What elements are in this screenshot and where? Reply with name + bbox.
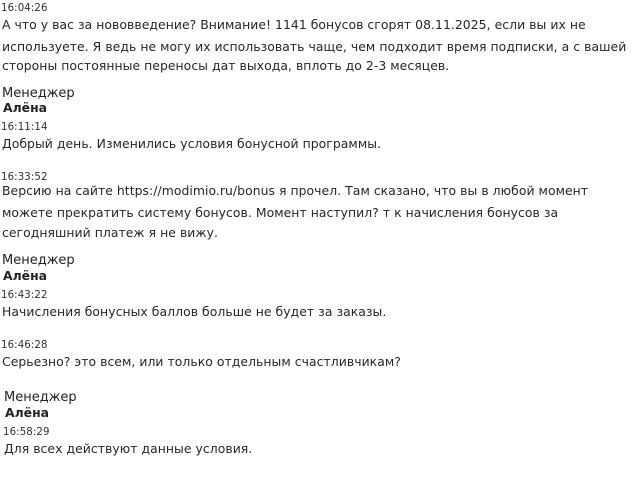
- sender-role: Менеджер: [2, 253, 75, 268]
- message-text-line: стороны постоянные переносы дат выхода, вплоть до 2-3 месяцев.: [2, 58, 450, 73]
- message-timestamp: 16:33:52: [1, 172, 48, 183]
- message-text-line: сегодняшний платеж я не вижу.: [2, 225, 218, 240]
- sender-name: Алёна: [3, 100, 47, 115]
- message-text-line: А что у вас за нововведение? Внимание! 1141 бонусов сгорят 08.11.2025, если вы их не: [2, 17, 586, 32]
- message-text-line: можете прекратить систему бонусов. Момент наступил? т к начисления бонусов за: [2, 205, 559, 220]
- message-timestamp: 16:04:26: [1, 3, 48, 14]
- message-timestamp: 16:43:22: [1, 290, 48, 301]
- message-text-line: Серьезно? это всем, или только отдельным счастливчикам?: [2, 354, 401, 369]
- message-text-line: Для всех действуют данные условия.: [4, 441, 253, 456]
- message-timestamp: 16:46:28: [1, 340, 48, 351]
- message-timestamp: 16:58:29: [3, 427, 50, 438]
- message-text-line: Версию на сайте https://modimio.ru/bonus я прочел. Там сказано, что вы в любой момент: [2, 183, 589, 198]
- sender-role: Менеджер: [4, 390, 77, 405]
- message-timestamp: 16:11:14: [1, 122, 48, 133]
- sender-name: Алёна: [3, 268, 47, 283]
- message-text-line: используете. Я ведь не могу их использовать чаще, чем подходит время подписки, а с вашей: [2, 39, 627, 54]
- message-text-line: Добрый день. Изменились условия бонусной программы.: [2, 136, 382, 151]
- sender-role: Менеджер: [2, 86, 75, 101]
- sender-name: Алёна: [5, 405, 49, 420]
- message-text-line: Начисления бонусных баллов больше не будет за заказы.: [2, 304, 387, 319]
